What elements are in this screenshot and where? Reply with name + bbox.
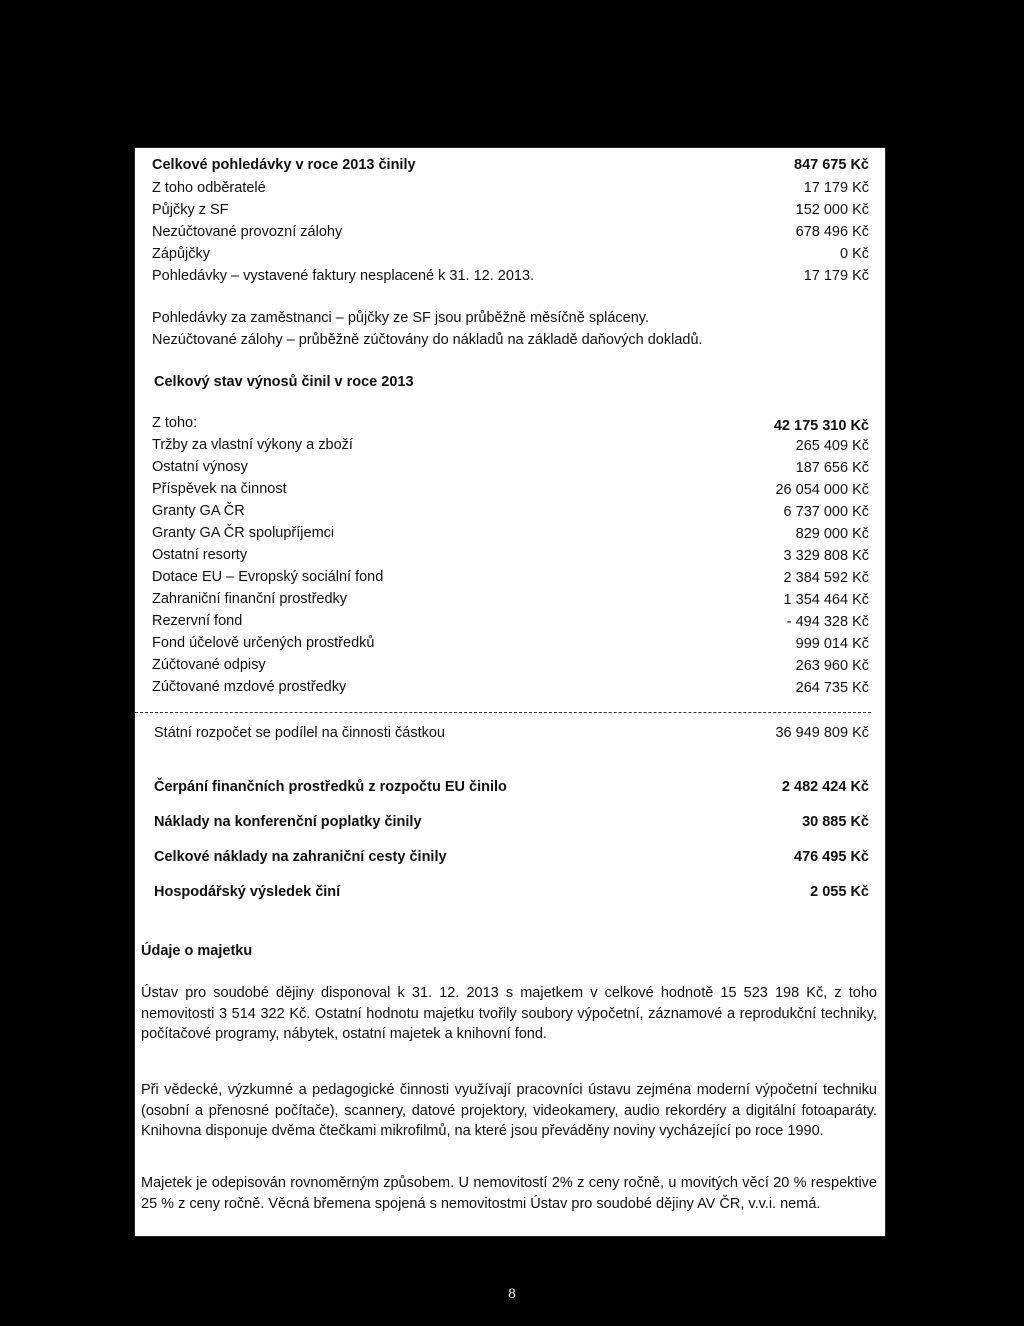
revenue-row-label: Tržby za vlastní výkony a zboží [152, 437, 353, 453]
receivables-row-value: 152 000 Kč [795, 202, 869, 218]
receivables-row-label: Z toho odběratelé [152, 180, 266, 196]
dashed-divider [135, 712, 871, 713]
receivables-row-value: 17 179 Kč [803, 268, 869, 284]
property-paragraph: Majetek je odepisován rovnoměrným způsobem. U nemovitostí 2% z ceny ročně, u movitých věcí 20 % respektive 25 % z ceny ročně. Věcná břemena spojená s nemovitostmi Ústav pro soudobé dějiny AV ČR, v.v.i. nemá. [141, 1175, 877, 1212]
revenue-row-label: Granty GA ČR [152, 503, 245, 519]
state-budget-label: Státní rozpočet se podílel na činnosti částkou [154, 725, 445, 741]
receivables-note: Nezúčtované zálohy – průběžně zúčtovány do nákladů na základě daňových dokladů. [152, 332, 703, 348]
receivables-row-label: Nezúčtované provozní zálohy [152, 224, 343, 240]
receivables-total: 847 675 Kč [794, 157, 869, 173]
revenue-row-value: 2 384 592 Kč [783, 570, 869, 586]
cost-value: 30 885 Kč [802, 814, 869, 830]
cost-value: 2 055 Kč [810, 884, 869, 900]
revenue-row-label: Příspěvek na činnost [152, 481, 287, 497]
revenue-row-value: - 494 328 Kč [786, 614, 869, 630]
revenue-row-value: 265 409 Kč [795, 438, 869, 454]
revenue-row-value: 999 014 Kč [795, 636, 869, 652]
revenue-row-value: 829 000 Kč [795, 526, 869, 542]
revenue-row-value: 6 737 000 Kč [783, 504, 869, 520]
page-number: 8 [508, 1286, 516, 1302]
receivables-row-label: Pohledávky – vystavené faktury nesplacené k 31. 12. 2013. [152, 268, 535, 284]
cost-label: Celkové náklady na zahraniční cesty činily [154, 849, 447, 865]
cost-label: Čerpání finančních prostředků z rozpočtu EU činilo [154, 779, 507, 795]
revenue-row-label: Rezervní fond [152, 613, 243, 629]
revenue-row-label: Fond účelově určených prostředků [152, 635, 375, 651]
revenue-total: 42 175 310 Kč [773, 418, 869, 434]
receivables-title: Celkové pohledávky v roce 2013 činily [152, 157, 416, 173]
revenue-row-label: Dotace EU – Evropský sociální fond [152, 569, 384, 585]
receivables-row-value: 0 Kč [839, 246, 869, 262]
property-heading: Údaje o majetku [141, 943, 253, 959]
receivables-row-value: 678 496 Kč [795, 224, 869, 240]
revenue-row-value: 26 054 000 Kč [775, 482, 869, 498]
revenue-title: Celkový stav výnosů činil v roce 2013 [154, 374, 414, 390]
revenue-row-label: Ostatní resorty [152, 547, 248, 563]
cost-label: Hospodářský výsledek činí [154, 884, 341, 900]
revenue-row-label: Zúčtované odpisy [152, 657, 266, 673]
cost-label: Náklady na konferenční poplatky činily [154, 814, 422, 830]
revenue-row-label: Ostatní výnosy [152, 459, 248, 475]
cost-value: 2 482 424 Kč [781, 779, 869, 795]
property-paragraph: Při vědecké, výzkumné a pedagogické činnosti využívají pracovníci ústavu zejména moderní výpočetní techniku (osobní a přenosné počítače), scannery, datové projektory, videokamery, audio rekordéry a digitální fotoaparáty. Knihovna disponuje dvěma čtečkami mikrofilmů, na které jsou převáděny noviny vycházející po roce 1990. [141, 1082, 877, 1139]
property-paragraph: Ústav pro soudobé dějiny disponoval k 31. 12. 2013 s majetkem v celkové hodnotě 15 523 198 Kč, z toho nemovitosti 3 514 322 Kč. Ostatní hodnotu majetku tvořily soubory výpočetní, záznamové a reprodukční techniky, počítačové programy, nábytek, ostatní majetek a knihovní fond. [141, 985, 877, 1042]
report-page [134, 147, 886, 1237]
receivables-row-label: Půjčky z SF [152, 202, 229, 218]
revenue-row-value: 3 329 808 Kč [783, 548, 869, 564]
revenue-row-label: Zahraniční finanční prostředky [152, 591, 348, 607]
revenue-subheading: Z toho: [152, 415, 198, 431]
receivables-row-label: Zápůjčky [152, 246, 211, 262]
revenue-row-label: Granty GA ČR spolupříjemci [152, 525, 335, 541]
revenue-row-value: 264 735 Kč [795, 680, 869, 696]
revenue-row-value: 263 960 Kč [795, 658, 869, 674]
state-budget-value: 36 949 809 Kč [775, 725, 869, 741]
revenue-row-label: Zúčtované mzdové prostředky [152, 679, 347, 695]
revenue-row-value: 1 354 464 Kč [783, 592, 869, 608]
receivables-row-value: 17 179 Kč [803, 180, 869, 196]
receivables-note: Pohledávky za zaměstnanci – půjčky ze SF jsou průběžně měsíčně spláceny. [152, 310, 650, 326]
revenue-row-value: 187 656 Kč [795, 460, 869, 476]
cost-value: 476 495 Kč [794, 849, 869, 865]
